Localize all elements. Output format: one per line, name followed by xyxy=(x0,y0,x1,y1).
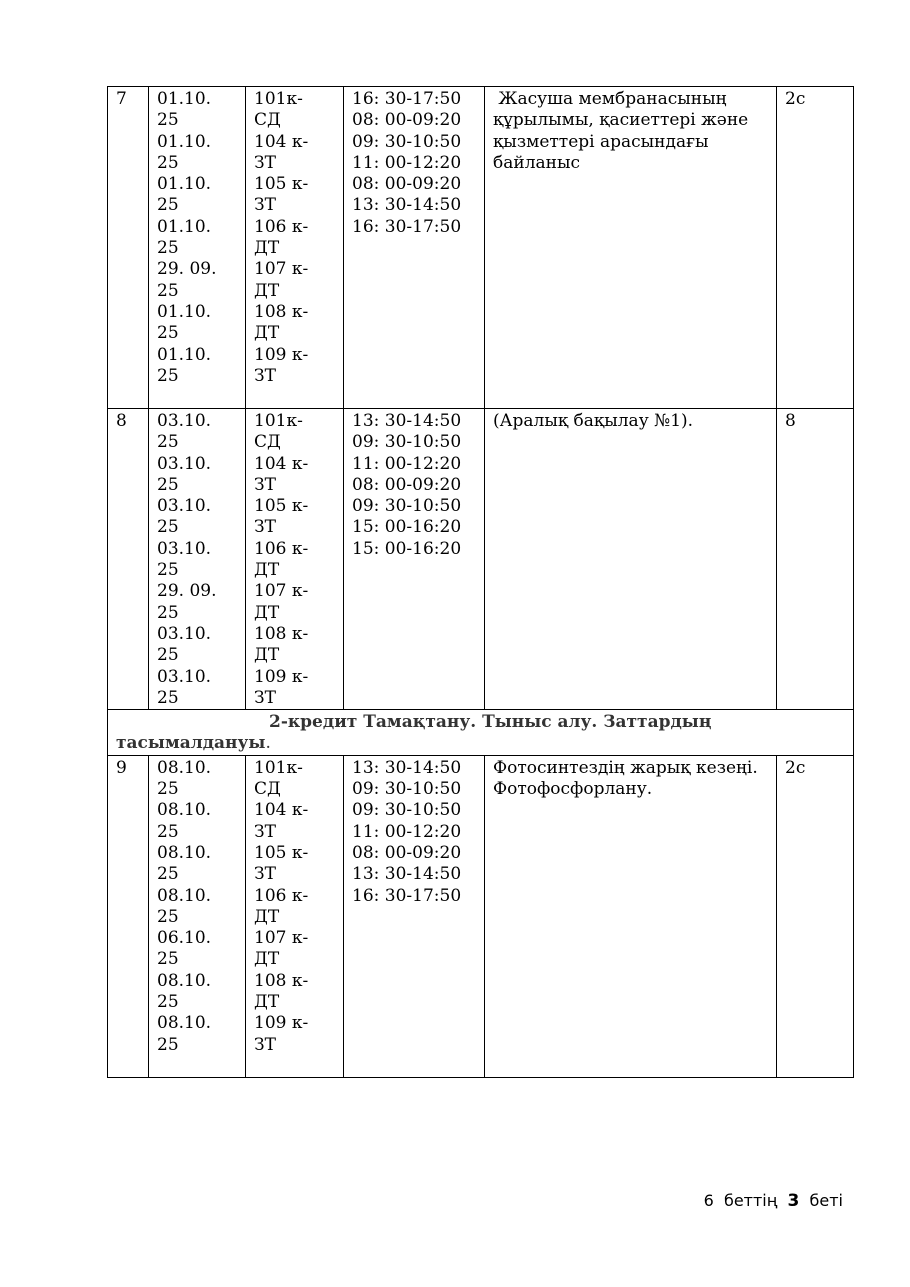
cell-line: 08: 00-09:20 xyxy=(352,474,462,495)
cell-line: ДТ xyxy=(254,906,280,927)
credit-heading xyxy=(116,712,846,755)
page-current: 3 xyxy=(787,1191,800,1211)
cell-line: 25 xyxy=(157,517,179,538)
groups-cell xyxy=(246,755,344,1077)
cell-line: 16: 30-17:50 xyxy=(352,89,462,109)
topic-text: Жасуша мембранасының құрылымы, қасиеттері және қызметтері арасындағы байланыс xyxy=(493,89,754,173)
cell-line: 08: 00-09:20 xyxy=(352,174,462,195)
topic-text: (Аралық бақылау №1). xyxy=(493,411,694,431)
cell-line: ДТ xyxy=(254,949,280,970)
cell-line: 15: 00-16:20 xyxy=(352,538,462,559)
cell-line: 01.10. xyxy=(157,131,212,152)
cell-line: 109 к- xyxy=(254,344,309,365)
cell-line: 108 к- xyxy=(254,301,309,322)
cell-line: 16: 30-17:50 xyxy=(352,216,462,237)
cell-line: 25 xyxy=(157,110,179,131)
page-total: 6 xyxy=(703,1191,714,1210)
cell-line: 109 к- xyxy=(254,666,309,687)
cell-line: 108 к- xyxy=(254,970,309,991)
cell-line: 11: 00-12:20 xyxy=(352,453,462,474)
cell-line: 25 xyxy=(157,906,179,927)
cell-line: 08: 00-09:20 xyxy=(352,110,462,131)
cell-line: 03.10. xyxy=(157,538,212,559)
cell-line: 105 к- xyxy=(254,174,309,195)
cell-line: 15: 00-16:20 xyxy=(352,517,462,538)
cell-line: 25 xyxy=(157,687,179,708)
cell-line: 25 xyxy=(157,560,179,581)
cell-line: 105 к- xyxy=(254,496,309,517)
cell-line: 13: 30-14:50 xyxy=(352,864,462,885)
cell-line: 29. 09. xyxy=(157,259,217,280)
cell-line: 25 xyxy=(157,195,179,216)
cell-line: 11: 00-12:20 xyxy=(352,821,462,842)
cell-line: 01.10. xyxy=(157,344,212,365)
topic-cell xyxy=(485,755,777,1077)
cell-line: 09: 30-10:50 xyxy=(352,496,462,517)
cell-line: 03.10. xyxy=(157,453,212,474)
topic-cell xyxy=(485,409,777,710)
cell-line: 106 к- xyxy=(254,885,309,906)
hours-cell: 2с xyxy=(777,755,854,1077)
cell-line: 08.10. xyxy=(157,1013,212,1034)
cell-line: 25 xyxy=(157,323,179,344)
cell-line: 13: 30-14:50 xyxy=(352,757,462,778)
dates-cell xyxy=(149,409,246,710)
credit-heading-period: . xyxy=(265,733,271,754)
cell-line: 09: 30-10:50 xyxy=(352,779,462,800)
cell-line: 108 к- xyxy=(254,623,309,644)
cell-line: 104 к- xyxy=(254,131,309,152)
cell-line: 107 к- xyxy=(254,581,309,602)
cell-line: 25 xyxy=(157,1034,179,1055)
cell-line: ДТ xyxy=(254,323,280,344)
cell-line: ЗТ xyxy=(254,864,276,885)
cell-line: ЗТ xyxy=(254,365,276,386)
credit-heading-cell xyxy=(108,710,854,756)
cell-line: 25 xyxy=(157,949,179,970)
cell-line: 09: 30-10:50 xyxy=(352,131,462,152)
cell-line: 25 xyxy=(157,992,179,1013)
cell-line: 08.10. xyxy=(157,885,212,906)
cell-line: ЗТ xyxy=(254,152,276,173)
times-cell xyxy=(344,755,485,1077)
hours-cell: 8 xyxy=(777,409,854,710)
cell-line: ЗТ xyxy=(254,517,276,538)
dates-cell xyxy=(149,87,246,409)
cell-line: ДТ xyxy=(254,645,280,666)
topic-cell xyxy=(485,87,777,409)
cell-line: 01.10. xyxy=(157,216,212,237)
times-cell xyxy=(344,87,485,409)
cell-line: 25 xyxy=(157,238,179,259)
times-cell xyxy=(344,409,485,710)
row-number: 9 xyxy=(108,755,149,1077)
cell-line: 08.10. xyxy=(157,842,212,863)
cell-line: 08.10. xyxy=(157,800,212,821)
page-word: беті xyxy=(809,1191,843,1210)
cell-line: 08.10. xyxy=(157,757,212,778)
cell-line: 25 xyxy=(157,365,179,386)
cell-line: 11: 00-12:20 xyxy=(352,152,462,173)
cell-line: 03.10. xyxy=(157,496,212,517)
cell-line: 16: 30-17:50 xyxy=(352,885,462,906)
table-row xyxy=(108,87,854,409)
cell-line: 01.10. xyxy=(157,301,212,322)
cell-line: 25 xyxy=(157,779,179,800)
cell-line: ЗТ xyxy=(254,474,276,495)
cell-line: 25 xyxy=(157,474,179,495)
cell-line: 109 к- xyxy=(254,1013,309,1034)
hours-cell: 2с xyxy=(777,87,854,409)
cell-line: 08.10. xyxy=(157,970,212,991)
cell-line: СД xyxy=(254,779,281,800)
credit-heading-text: 2-кредит Тамақтану. Тыныс алу. Заттардың тасымалдануы xyxy=(116,712,712,754)
cell-line: ЗТ xyxy=(254,195,276,216)
cell-line: ДТ xyxy=(254,560,280,581)
page-of-word: беттің xyxy=(723,1191,778,1210)
cell-line: 107 к- xyxy=(254,928,309,949)
cell-line: 13: 30-14:50 xyxy=(352,411,462,431)
cell-line: 25 xyxy=(157,152,179,173)
cell-line: 101к- xyxy=(254,757,303,778)
cell-line: 101к- xyxy=(254,89,303,109)
cell-line: 25 xyxy=(157,864,179,885)
cell-line: СД xyxy=(254,432,281,453)
cell-line: 25 xyxy=(157,821,179,842)
schedule-table xyxy=(107,86,854,1078)
cell-line: 25 xyxy=(157,280,179,301)
cell-line: 03.10. xyxy=(157,666,212,687)
table-row xyxy=(108,409,854,710)
cell-line: 01.10. xyxy=(157,174,212,195)
cell-line: 06.10. xyxy=(157,928,212,949)
cell-line: ДТ xyxy=(254,280,280,301)
cell-line: 104 к- xyxy=(254,453,309,474)
cell-line: 107 к- xyxy=(254,259,309,280)
cell-line: 25 xyxy=(157,432,179,453)
cell-line: СД xyxy=(254,110,281,131)
cell-line: ДТ xyxy=(254,238,280,259)
cell-line: 03.10. xyxy=(157,411,212,431)
cell-line: 09: 30-10:50 xyxy=(352,800,462,821)
cell-line: ЗТ xyxy=(254,687,276,708)
page-footer xyxy=(704,1191,843,1211)
topic-text: Фотосинтездің жарық кезеңі. Фотофосфорлану. xyxy=(493,757,758,800)
cell-line: 104 к- xyxy=(254,800,309,821)
cell-line: ДТ xyxy=(254,602,280,623)
cell-line: 25 xyxy=(157,602,179,623)
cell-line: ЗТ xyxy=(254,1034,276,1055)
cell-line: 106 к- xyxy=(254,538,309,559)
cell-line: 106 к- xyxy=(254,216,309,237)
cell-line: 101к- xyxy=(254,411,303,431)
row-number: 7 xyxy=(108,87,149,409)
cell-line: ДТ xyxy=(254,992,280,1013)
cell-line: 03.10. xyxy=(157,623,212,644)
cell-line: 09: 30-10:50 xyxy=(352,432,462,453)
groups-cell xyxy=(246,409,344,710)
cell-line: 105 к- xyxy=(254,842,309,863)
cell-line: 25 xyxy=(157,645,179,666)
row-number: 8 xyxy=(108,409,149,710)
cell-line: 29. 09. xyxy=(157,581,217,602)
dates-cell xyxy=(149,755,246,1077)
groups-cell xyxy=(246,87,344,409)
cell-line: 01.10. xyxy=(157,89,212,109)
cell-line: 08: 00-09:20 xyxy=(352,842,462,863)
cell-line: ЗТ xyxy=(254,821,276,842)
cell-line: 13: 30-14:50 xyxy=(352,195,462,216)
table-row xyxy=(108,755,854,1077)
credit-heading-row xyxy=(108,710,854,756)
